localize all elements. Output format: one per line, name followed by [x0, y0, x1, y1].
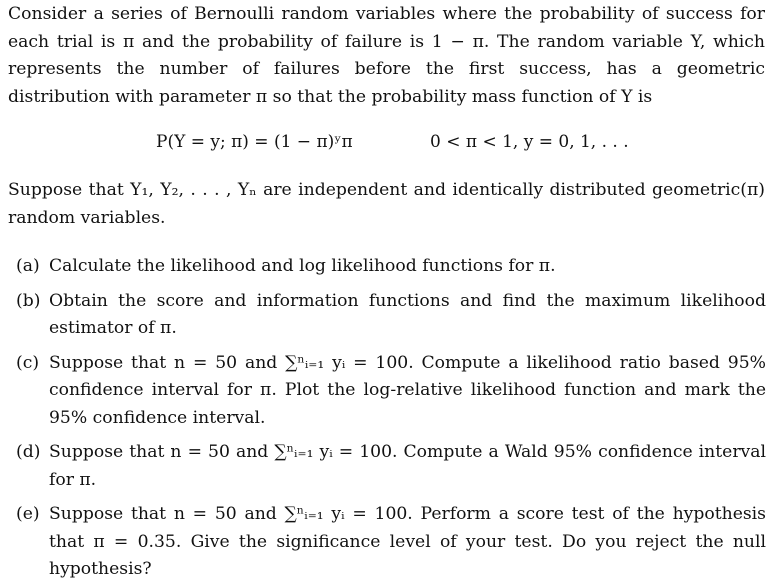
intro-paragraph: Consider a series of Bernoulli random variables where the probability of success for each trial is π and the probability of failure is 1 − π. The random variable Y, which represents the number of failures before the first success, has a geometric distribution with parameter π so that the probability mass function of Y is — [8, 4, 765, 107]
question-item — [0, 253, 777, 281]
question-text: Suppose that n = 50 and ∑ⁿᵢ₌₁ yᵢ = 100. Compute a Wald 95% confidence interval for π. — [49, 442, 766, 490]
question-item — [0, 439, 777, 494]
question-label: (b) — [16, 290, 41, 311]
question-label: (e) — [16, 504, 40, 524]
pmf-support: 0 < π < 1, y = 0, 1, . . . — [430, 132, 629, 152]
question-text: Calculate the likelihood and log likelihood functions for π. — [49, 256, 556, 276]
question-text: Suppose that n = 50 and ∑ⁿᵢ₌₁ yᵢ = 100. Compute a likelihood ratio based 95% confidence interval for π. Plot the log-relative likelihood function and mark the 95% confidence interval. — [49, 352, 766, 428]
question-text: Obtain the score and information functions and find the maximum likelihood estimator of π. — [49, 290, 766, 338]
question-list — [0, 253, 777, 584]
question-label: (d) — [16, 442, 41, 462]
assumption-paragraph: Suppose that Y₁, Y₂, . . . , Yₙ are independent and identically distributed geometric(π) random variables. — [8, 180, 765, 228]
question-item — [0, 288, 777, 343]
question-text: Suppose that n = 50 and ∑ⁿᵢ₌₁ yᵢ = 100. Perform a score test of the hypothesis that π = 0.35. Give the significance level of your test. Do you reject the null hypothesis? — [49, 504, 766, 579]
question-item — [0, 350, 777, 433]
question-label: (a) — [16, 256, 40, 276]
pmf-formula: P(Y = y; π) = (1 − π)ʸπ — [156, 132, 353, 152]
question-item — [0, 501, 777, 584]
question-label: (c) — [16, 352, 40, 373]
